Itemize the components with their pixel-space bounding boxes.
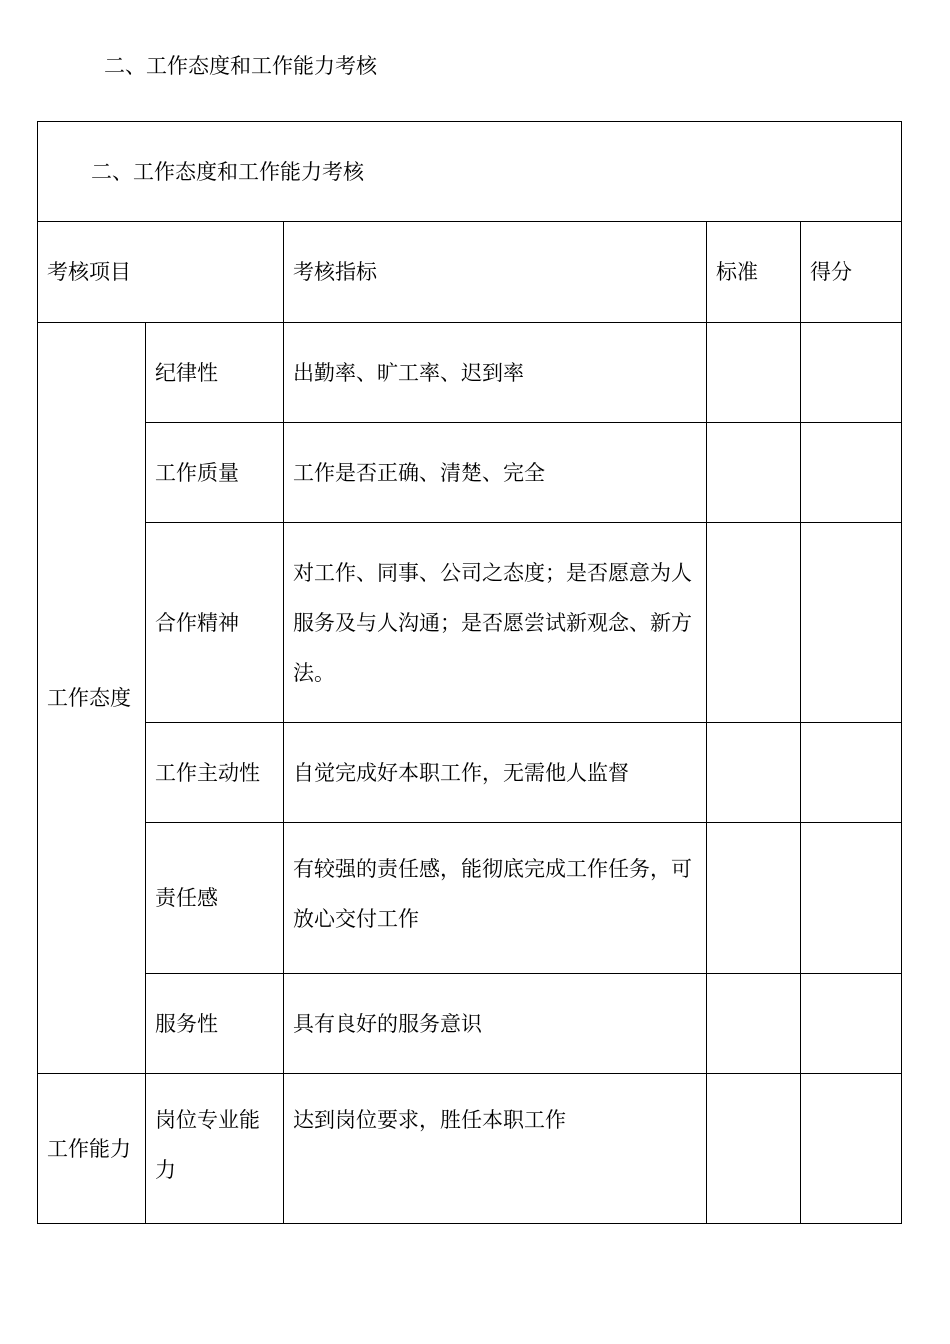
standard-cell[interactable] <box>707 1074 801 1224</box>
header-score: 得分 <box>801 222 902 323</box>
score-cell[interactable] <box>801 823 902 974</box>
sub-item: 工作质量 <box>146 423 284 523</box>
sub-item: 工作主动性 <box>146 723 284 823</box>
score-cell[interactable] <box>801 723 902 823</box>
header-item: 考核项目 <box>38 222 284 323</box>
indicator-text: 具有良好的服务意识 <box>284 974 707 1074</box>
assessment-table <box>37 121 902 1224</box>
page-heading: 二、工作态度和工作能力考核 <box>104 54 377 78</box>
category-work-ability: 工作能力 <box>38 1074 146 1224</box>
standard-cell[interactable] <box>707 423 801 523</box>
score-cell[interactable] <box>801 323 902 423</box>
standard-cell[interactable] <box>707 823 801 974</box>
table-title-row <box>38 122 902 222</box>
standard-cell[interactable] <box>707 523 801 723</box>
score-cell[interactable] <box>801 423 902 523</box>
sub-item: 合作精神 <box>146 523 284 723</box>
category-work-attitude: 工作态度 <box>38 323 146 1074</box>
table-row <box>38 423 902 523</box>
standard-cell[interactable] <box>707 723 801 823</box>
standard-cell[interactable] <box>707 974 801 1074</box>
table-row <box>38 1074 902 1224</box>
indicator-text: 自觉完成好本职工作，无需他人监督 <box>284 723 707 823</box>
sub-item: 纪律性 <box>146 323 284 423</box>
indicator-text: 出勤率、旷工率、迟到率 <box>284 323 707 423</box>
table-title: 二、工作态度和工作能力考核 <box>38 122 902 222</box>
standard-cell[interactable] <box>707 323 801 423</box>
indicator-text: 有较强的责任感，能彻底完成工作任务，可放心交付工作 <box>284 823 707 974</box>
table-row <box>38 323 902 423</box>
header-indicator: 考核指标 <box>284 222 707 323</box>
score-cell[interactable] <box>801 974 902 1074</box>
header-standard: 标准 <box>707 222 801 323</box>
table-row <box>38 523 902 723</box>
score-cell[interactable] <box>801 1074 902 1224</box>
table-row <box>38 723 902 823</box>
indicator-text: 工作是否正确、清楚、完全 <box>284 423 707 523</box>
table-row <box>38 974 902 1074</box>
sub-item: 岗位专业能力 <box>146 1074 284 1224</box>
sub-item: 责任感 <box>146 823 284 974</box>
score-cell[interactable] <box>801 523 902 723</box>
indicator-text: 达到岗位要求，胜任本职工作 <box>284 1074 707 1224</box>
sub-item: 服务性 <box>146 974 284 1074</box>
indicator-text: 对工作、同事、公司之态度；是否愿意为人服务及与人沟通；是否愿尝试新观念、新方法。 <box>284 523 707 723</box>
table-header-row <box>38 222 902 323</box>
table-row <box>38 823 902 974</box>
